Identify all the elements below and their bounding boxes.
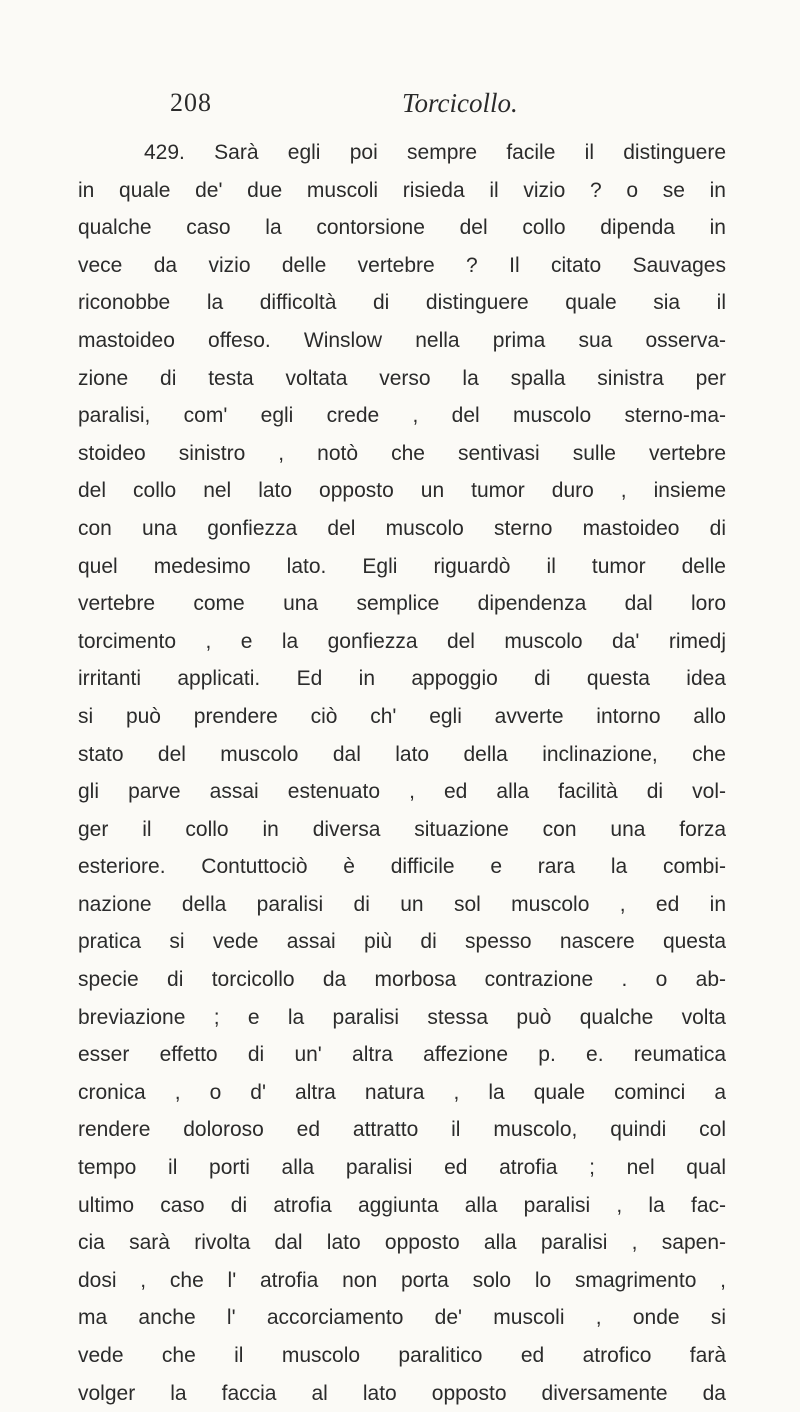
- text-line: cronica , o d' altra natura , la quale cominci a: [78, 1080, 726, 1104]
- running-head: [170, 88, 690, 124]
- text-line: torcimento , e la gonfiezza del muscolo da' rimedj: [78, 629, 726, 653]
- text-line: 429. Sarà egli poi sempre facile il distinguere: [144, 141, 726, 164]
- text-line: esser effetto di un' altra affezione p. e. reumatica: [78, 1043, 726, 1067]
- text-line: vertebre come una semplice dipendenza dal loro: [78, 592, 726, 616]
- text-line: vece da vizio delle vertebre ? Il citato Sauvages: [78, 253, 726, 277]
- text-line: breviazione ; e la paralisi stessa può qualche volta: [78, 1005, 726, 1029]
- text-line: gli parve assai estenuato , ed alla facilità di vol-: [78, 780, 726, 804]
- text-line: ma anche l' accorciamento de' muscoli , onde si: [78, 1306, 726, 1330]
- text-line: cia sarà rivolta dal lato opposto alla paralisi , sapen-: [78, 1231, 726, 1255]
- text-line: tempo il porti alla paralisi ed atrofia ; nel qual: [78, 1156, 726, 1180]
- text-line: mastoideo offeso. Winslow nella prima sua osserva-: [78, 328, 726, 352]
- text-line: pratica si vede assai più di spesso nascere questa: [78, 930, 726, 954]
- text-line: ultimo caso di atrofia aggiunta alla paralisi , la fac-: [78, 1193, 726, 1217]
- text-line: esteriore. Contuttociò è difficile e rara la combi-: [78, 855, 726, 879]
- text-line: rendere doloroso ed attratto il muscolo, quindi col: [78, 1118, 726, 1142]
- text-line: zione di testa voltata verso la spalla sinistra per: [78, 366, 726, 390]
- text-line: stato del muscolo dal lato della inclinazione, che: [78, 742, 726, 766]
- text-line: nazione della paralisi di un sol muscolo , ed in: [78, 892, 726, 916]
- text-line: quel medesimo lato. Egli riguardò il tumor delle: [78, 554, 726, 578]
- text-line: si può prendere ciò ch' egli avverte intorno allo: [78, 704, 726, 728]
- text-line: paralisi, com' egli crede , del muscolo sterno-ma-: [78, 404, 726, 428]
- text-line: vede che il muscolo paralitico ed atrofico farà: [78, 1344, 726, 1367]
- text-line: riconobbe la difficoltà di distinguere quale sia il: [78, 291, 726, 315]
- body-paragraph: [78, 134, 726, 1412]
- text-line: irritanti applicati. Ed in appoggio di questa idea: [78, 667, 726, 691]
- text-line: con una gonfiezza del muscolo sterno mastoideo di: [78, 516, 726, 540]
- text-line: ger il collo in diversa situazione con una forza: [78, 817, 726, 841]
- page-number: 208: [170, 88, 212, 117]
- text-line: del collo nel lato opposto un tumor duro , insieme: [78, 479, 726, 503]
- text-line: stoideo sinistro , notò che sentivasi sulle vertebre: [78, 441, 726, 465]
- text-line: dosi , che l' atrofia non porta solo lo smagrimento ,: [78, 1268, 726, 1292]
- text-line: qualche caso la contorsione del collo dipenda in: [78, 216, 726, 240]
- text-line: volger la faccia al lato opposto diversamente da: [78, 1381, 726, 1405]
- text-line: in quale de' due muscoli risieda il vizio ? o se in: [78, 178, 726, 202]
- running-title: Torcicollo.: [402, 88, 518, 118]
- text-line: specie di torcicollo da morbosa contrazione . o ab-: [78, 968, 726, 992]
